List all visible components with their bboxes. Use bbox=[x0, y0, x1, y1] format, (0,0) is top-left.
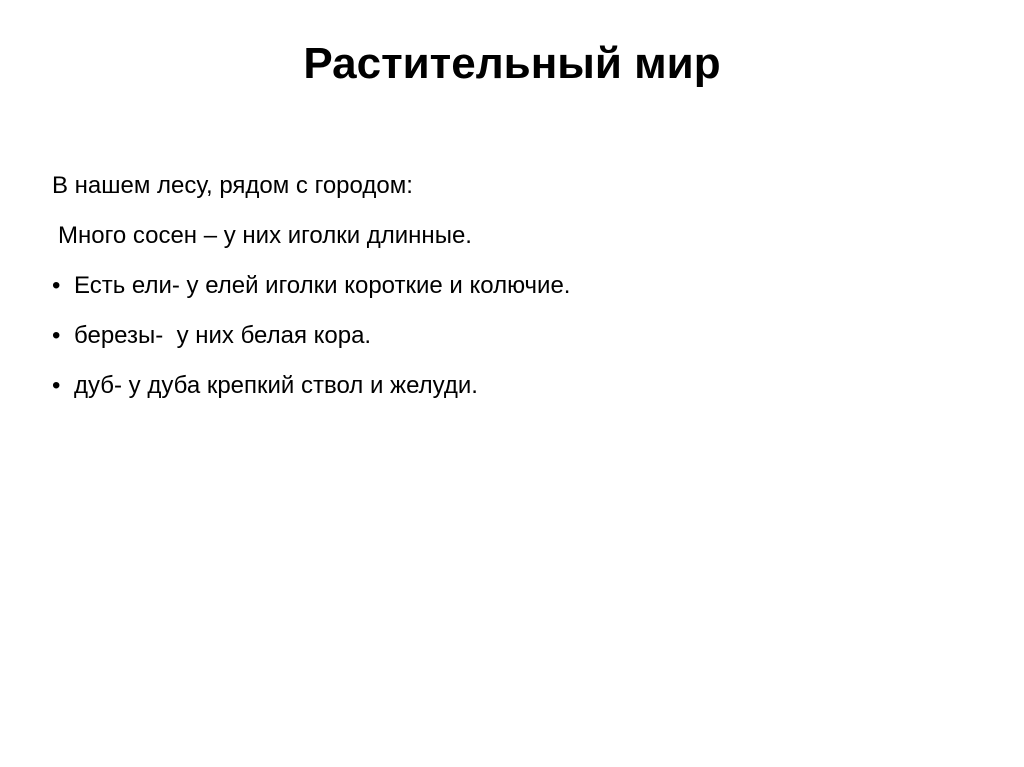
list-item bbox=[52, 268, 972, 304]
list-item-text: дуб- у дуба крепкий ствол и желуди. bbox=[74, 372, 478, 399]
bullet-icon: • bbox=[52, 322, 61, 349]
intro-text: В нашем лесу, рядом с городом: bbox=[52, 172, 413, 199]
bullet-icon: • bbox=[52, 372, 61, 399]
list-item bbox=[52, 318, 972, 354]
bullet-icon: • bbox=[52, 272, 61, 299]
list-item bbox=[52, 368, 972, 404]
list-item-text: березы- у них белая кора. bbox=[74, 322, 372, 349]
list-item-text: Есть ели- у елей иголки короткие и колючие. bbox=[74, 272, 571, 299]
lead-line: Много сосен – у них иголки длинные. bbox=[58, 222, 472, 249]
slide-title: Растительный мир bbox=[303, 39, 721, 88]
slide-body bbox=[52, 168, 972, 418]
